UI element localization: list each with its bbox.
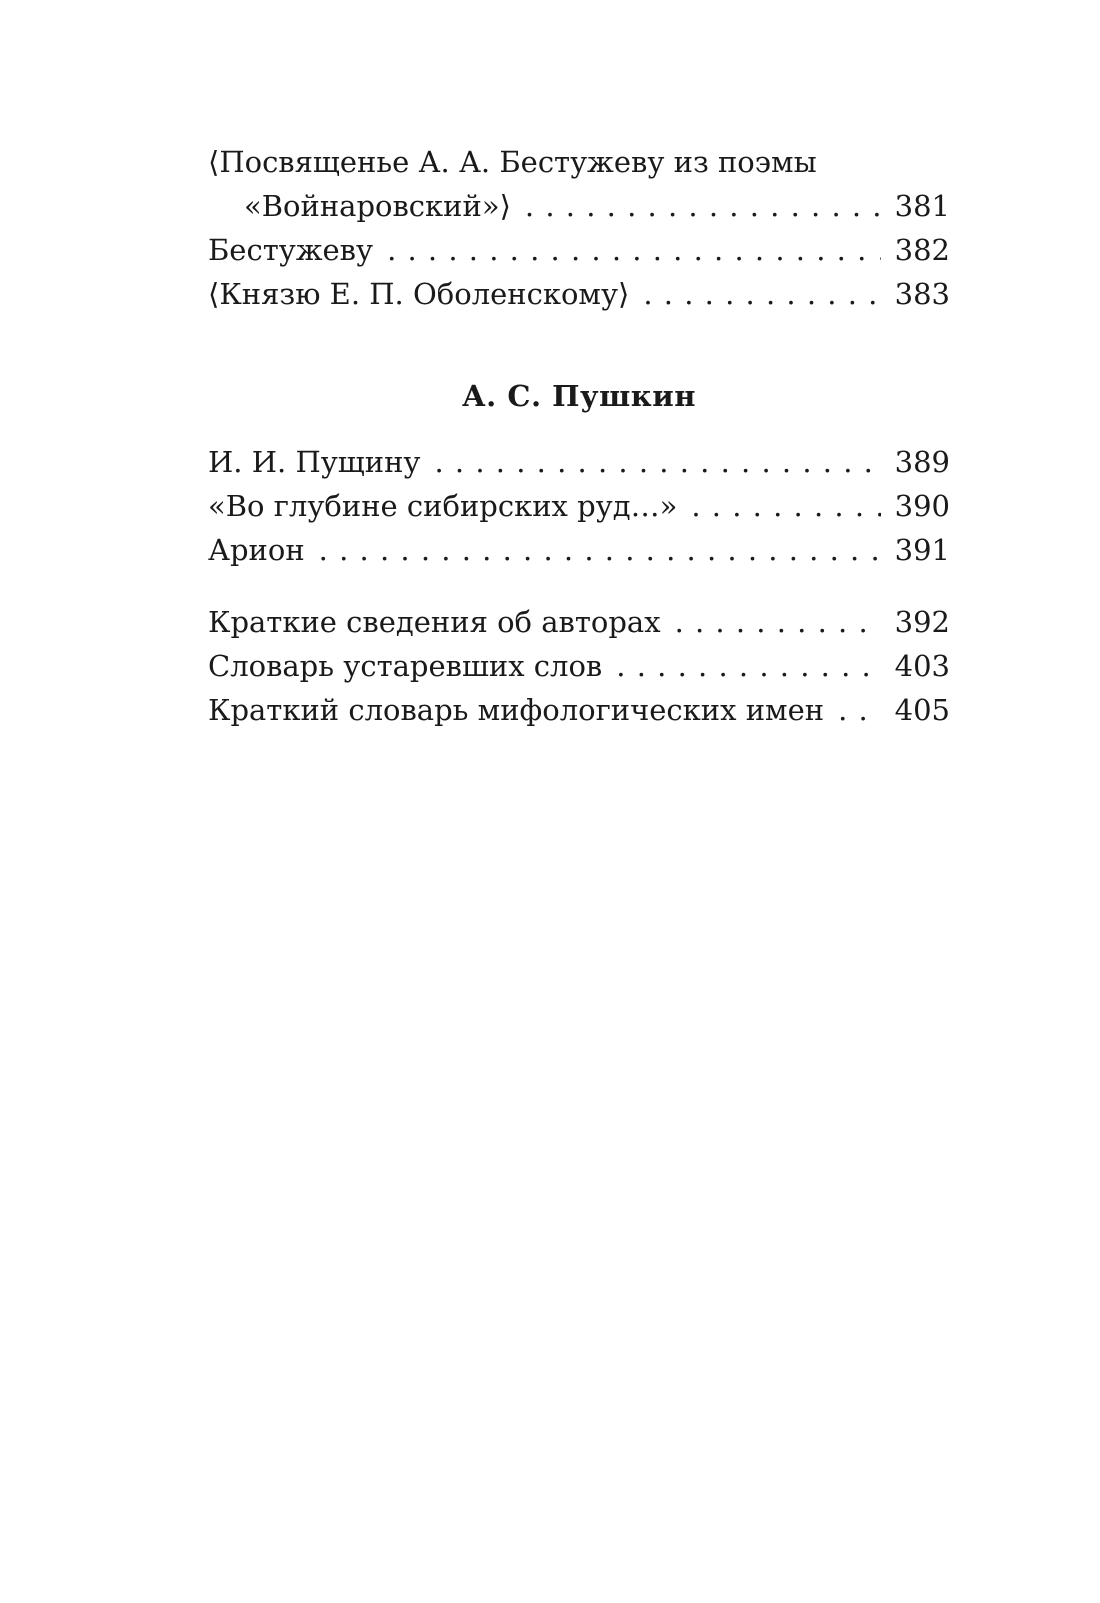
toc-entry-page-number: 389 xyxy=(894,445,950,479)
toc-group-appendix xyxy=(208,600,950,732)
toc-entry-pushchinu[interactable] xyxy=(208,440,950,484)
toc-entry-page-number: 381 xyxy=(894,189,950,223)
toc-group-pushkin xyxy=(208,440,950,572)
toc-entry-obsolete-words[interactable] xyxy=(208,644,950,688)
toc-entry-title: Арион xyxy=(208,533,305,567)
toc-entry-bestuzhev-dedication[interactable] xyxy=(208,140,950,228)
toc-entry-page-number: 403 xyxy=(894,649,950,683)
toc-entry-title-line2: «Войнаровский»⟩ xyxy=(244,189,511,223)
toc-entry-bestuzhevu[interactable] xyxy=(208,228,950,272)
section-heading-pushkin: А. С. Пушкин xyxy=(462,379,696,413)
dot-leader xyxy=(838,688,881,732)
dot-leader xyxy=(643,272,880,316)
section-spacer xyxy=(208,572,950,600)
toc-entry-title: Краткий словарь мифологических имен xyxy=(208,693,825,727)
toc-entry-title: Краткие сведения об авторах xyxy=(208,605,661,639)
toc-entry-page-number: 391 xyxy=(894,533,950,567)
toc-entry-page-number: 405 xyxy=(894,693,950,727)
toc-entry-title: Словарь устаревших слов xyxy=(208,649,603,683)
toc-entry-title: ⟨Князю Е. П. Оболенскому⟩ xyxy=(208,277,630,311)
toc-entry-author-notes[interactable] xyxy=(208,600,950,644)
toc-entry-page-number: 392 xyxy=(894,605,950,639)
toc-entry-obolensky[interactable] xyxy=(208,272,950,316)
toc-entry-page-number: 390 xyxy=(894,489,950,523)
dot-leader xyxy=(435,440,881,484)
toc-entry-title: Бестужеву xyxy=(208,233,374,267)
dot-leader xyxy=(387,228,881,272)
dot-leader xyxy=(675,600,881,644)
toc-entry-siberian-mines[interactable] xyxy=(208,484,950,528)
toc-entry-page-number: 383 xyxy=(894,277,950,311)
dot-leader xyxy=(616,644,880,688)
toc-entry-page-number: 382 xyxy=(894,233,950,267)
toc-entry-mythological-names[interactable] xyxy=(208,688,950,732)
dot-leader xyxy=(525,184,881,228)
toc-entry-title: «Во глубине сибирских руд…» xyxy=(208,489,678,523)
dot-leader xyxy=(691,484,880,528)
toc-page xyxy=(208,140,950,732)
toc-group-decembrist xyxy=(208,140,950,316)
toc-entry-title-line1: ⟨Посвященье А. А. Бестужеву из поэмы xyxy=(208,145,817,179)
dot-leader xyxy=(319,528,881,572)
toc-entry-arion[interactable] xyxy=(208,528,950,572)
toc-entry-title: И. И. Пущину xyxy=(208,445,421,479)
